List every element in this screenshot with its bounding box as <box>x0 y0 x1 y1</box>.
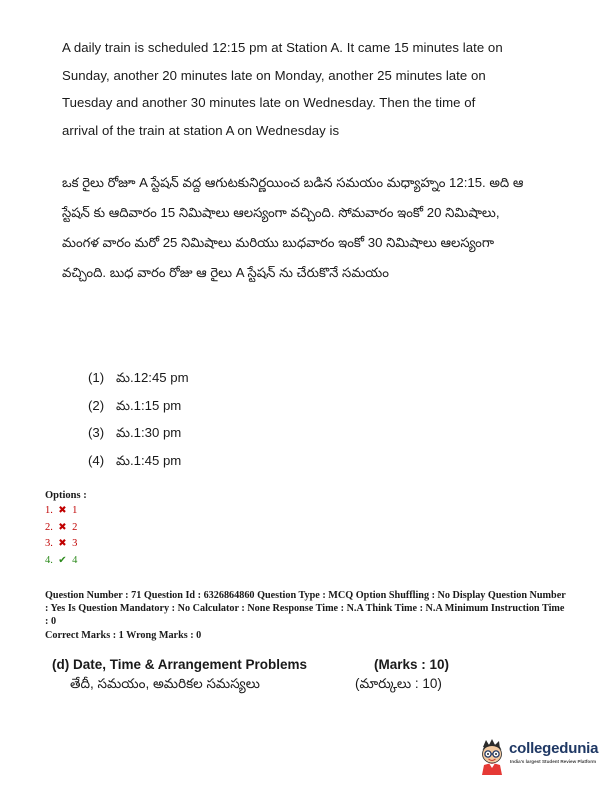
choice-3 <box>88 419 189 447</box>
choice-2 <box>88 392 189 420</box>
logo-brand-text: collegedunia <box>509 740 599 757</box>
choice-text: మ.1:30 pm <box>116 425 182 440</box>
choice-number: (2) <box>88 397 105 413</box>
option-value: 2 <box>72 521 78 533</box>
cross-icon: ✖ <box>58 538 67 549</box>
section-marks: (Marks : 10) <box>374 657 450 672</box>
option-value: 4 <box>72 554 78 566</box>
question-metadata <box>45 589 570 642</box>
section-title: (d) Date, Time & Arrangement Problems <box>52 657 308 672</box>
option-value: 1 <box>72 505 78 516</box>
collegedunia-logo <box>476 738 602 778</box>
choice-4 <box>88 447 189 475</box>
choice-text: మ.12:45 pm <box>116 370 189 385</box>
choice-number: (4) <box>88 452 105 468</box>
section-marks-telugu: (మార్కులు : 10) <box>355 676 442 691</box>
option-value: 3 <box>72 538 78 549</box>
options-header: Options : <box>45 490 87 501</box>
check-icon: ✔ <box>58 554 67 566</box>
choice-number: (3) <box>88 425 105 440</box>
section-title-telugu: తేదీ, సమయం, అమరికల సమస్యలు <box>70 676 260 691</box>
option-number: 4. <box>45 554 53 566</box>
cross-icon: ✖ <box>58 521 67 533</box>
question-text-english: A daily train is scheduled 12:15 pm at Station A. It came 15 minutes late on Sunday, another 20 minutes late on Monday, another 25 minutes late on Tuesday and another 30 minutes late on Wednesday. Then the time of arrival of the train at station A on Wednesday is <box>62 40 503 138</box>
question-marks: Correct Marks : 1 Wrong Marks : 0 <box>45 630 202 641</box>
option-item-4 <box>45 553 87 570</box>
choice-number: (1) <box>88 370 105 385</box>
option-item-2 <box>45 520 87 537</box>
option-number: 3. <box>45 538 53 549</box>
mascot-icon <box>476 738 508 776</box>
answer-choices <box>88 364 189 474</box>
option-item-1 <box>45 503 87 520</box>
question-details: Question Number : 71 Question Id : 6326864860 Question Type : MCQ Option Shuffling : No Display Question Number : Yes Is Question Mandatory : No Calculator : None Response Time : N.A Think Time : N.A Minimum Instruction Time : 0 <box>45 590 566 627</box>
option-number: 2. <box>45 521 53 533</box>
options-list <box>45 488 87 569</box>
choice-text: మ.1:45 pm <box>116 452 182 468</box>
choice-1 <box>88 364 189 392</box>
choice-text: మ.1:15 pm <box>116 397 182 413</box>
cross-icon: ✖ <box>58 505 67 516</box>
logo-tagline: India's largest Student Review Platform <box>510 759 597 764</box>
option-item-3 <box>45 536 87 553</box>
question-text-telugu: ఒక రైలు రోజూ A స్టేషన్ వద్ద ఆగుటకునిర్ణయించ బడిన సమయం మధ్యాహ్నం 12:15. అది ఆ స్టేషన్ కు ఆదివారం 15 నిమిషాలు ఆలస్యంగా వచ్చింది. సోమవారం ఇంకో 20 నిమిషాలు, మంగళ వారం మరో 25 నిమిషాలు మరియు బుధవారం ఇంకో 30 నిమిషాలు ఆలస్యంగా వచ్చింది. బుధ వారం రోజు ఆ రైలు A స్టేషన్ ను చేరుకొనే సమయం <box>62 175 524 280</box>
option-number: 1. <box>45 505 53 516</box>
